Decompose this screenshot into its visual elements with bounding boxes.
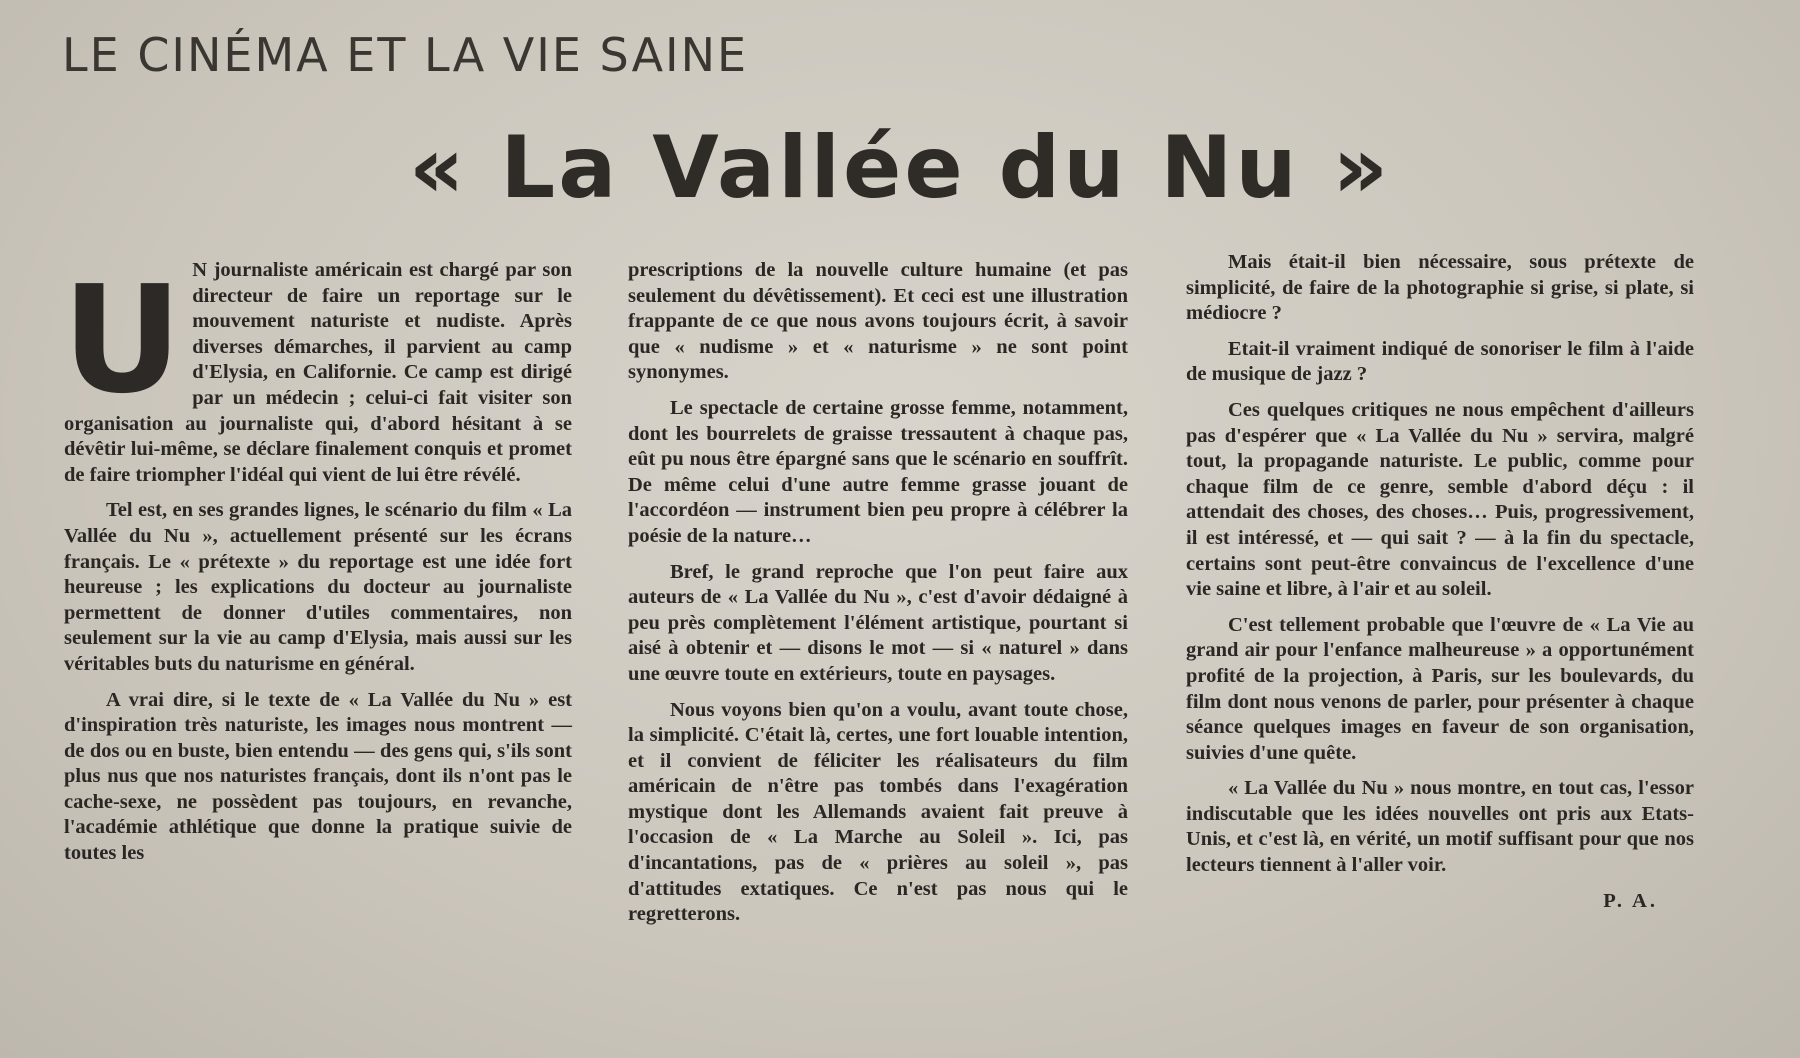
paragraph: Bref, le grand reproche que l'on peut faire aux auteurs de « La Vallée du Nu », c'est d'avoir dédaigné à peu près complètement l'élément artistique, pourtant si aisé à obtenir et — disons le mot — si « naturel » dans une œuvre toute en extérieurs, toute en paysages. (628, 560, 1128, 685)
article-headline: « La Vallée du Nu » (408, 118, 1392, 218)
paragraph: Etait-il vraiment indiqué de sonoriser le film à l'aide de musique de jazz ? (1186, 337, 1694, 386)
article-column-2 (628, 258, 1128, 938)
paragraph: Le spectacle de certaine grosse femme, notamment, dont les bourrelets de graisse tressautent à chaque pas, eût pu nous être épargné sans que le scénario en souffrît. De même celui d'une autre femme grasse jouant de l'accordéon — instrument bien peu propre à célébrer la poésie de la nature… (628, 396, 1128, 547)
drop-cap: U (62, 254, 183, 426)
article-column-1 (62, 254, 572, 877)
paragraph: prescriptions de la nouvelle culture humaine (et pas seulement du dévêtissement). Et ceci est une illustration frappante de ce que nous avons toujours écrit, à savoir que « nudisme » et « naturisme » ne sont point synonymes. (628, 259, 1128, 384)
paragraph: « La Vallée du Nu » nous montre, en tout cas, l'essor indiscutable que les idées nouvelles ont pris aux Etats-Unis, et c'est là, en vérité, un motif suffisant pour que nos lecteurs tiennent à l'aller voir. (1186, 777, 1694, 877)
paragraph: C'est tellement probable que l'œuvre de « La Vie au grand air pour l'enfance malheureuse » a opportunément profité de la projection, à Paris, sur les boulevards, du film dont nous venons de parler, pour présenter à chaque séance quelques images en faveur de son organisation, suivies d'une quête. (1186, 613, 1694, 764)
paragraph: A vrai dire, si le texte de « La Vallée du Nu » est d'inspiration très naturiste, les images nous montrent — de dos ou en buste, bien entendu — des gens qui, s'ils sont plus nus que nos naturistes français, dont ils n'ont pas le cache-sexe, ne possèdent pas toujours, en revanche, l'académie athlétique que donne la pratique suivie de toutes les (64, 688, 572, 865)
article-column-3 (1186, 250, 1694, 914)
paragraph: N journaliste américain est chargé par son directeur de faire un reportage sur le mouvement naturiste et nudiste. Après diverses démarches, il parvient au camp d'Elysia, en Californie. Ce camp est dirigé par un médecin ; celui-ci fait visiter son organisation au journaliste qui, d'abord hésitant à se dévêtir lui-même, se déclare finalement conquis et promet de faire triompher l'idéal qui vient de lui être révélé. (64, 259, 572, 486)
paragraph: Ces quelques critiques ne nous empêchent d'ailleurs pas d'espérer que « La Vallée du Nu » servira, malgré tout, la propagande naturiste. Le public, comme pour chaque film de ce genre, semble d'abord déçu : il attendait des choses, des choses… Puis, progressivement, il est intéressé, et — qui sait ? — à la fin du spectacle, certains sont peut-être convaincus de l'excellence d'une vie saine et libre, à l'air et au soleil. (1186, 398, 1694, 601)
author-signature: P. A. (1603, 889, 1658, 912)
section-kicker: LE CINÉMA ET LA VIE SAINE (62, 28, 749, 82)
paragraph: Mais était-il bien nécessaire, sous prétexte de simplicité, de faire de la photographie si grise, si plate, si médiocre ? (1186, 251, 1694, 325)
paragraph: Tel est, en ses grandes lignes, le scénario du film « La Vallée du Nu », actuellement présenté sur les écrans français. Le « prétexte » du reportage est une idée fort heureuse ; les explications du docteur au journaliste permettent de donner d'utiles commentaires, non seulement sur la vie au camp d'Elysia, mais aussi sur les véritables buts du naturisme en général. (64, 499, 572, 675)
paragraph: Nous voyons bien qu'on a voulu, avant toute chose, la simplicité. C'était là, certes, une fort louable intention, et il convient de féliciter les réalisateurs du film américain de n'être pas tombés dans l'exagération mystique dont les Allemands avaient fait preuve à l'occasion de « La Marche au Soleil ». Ici, pas d'incantations, pas de « prières au soleil », pas d'attitudes extatiques. Ce n'est pas nous qui le regretterons. (628, 698, 1128, 926)
